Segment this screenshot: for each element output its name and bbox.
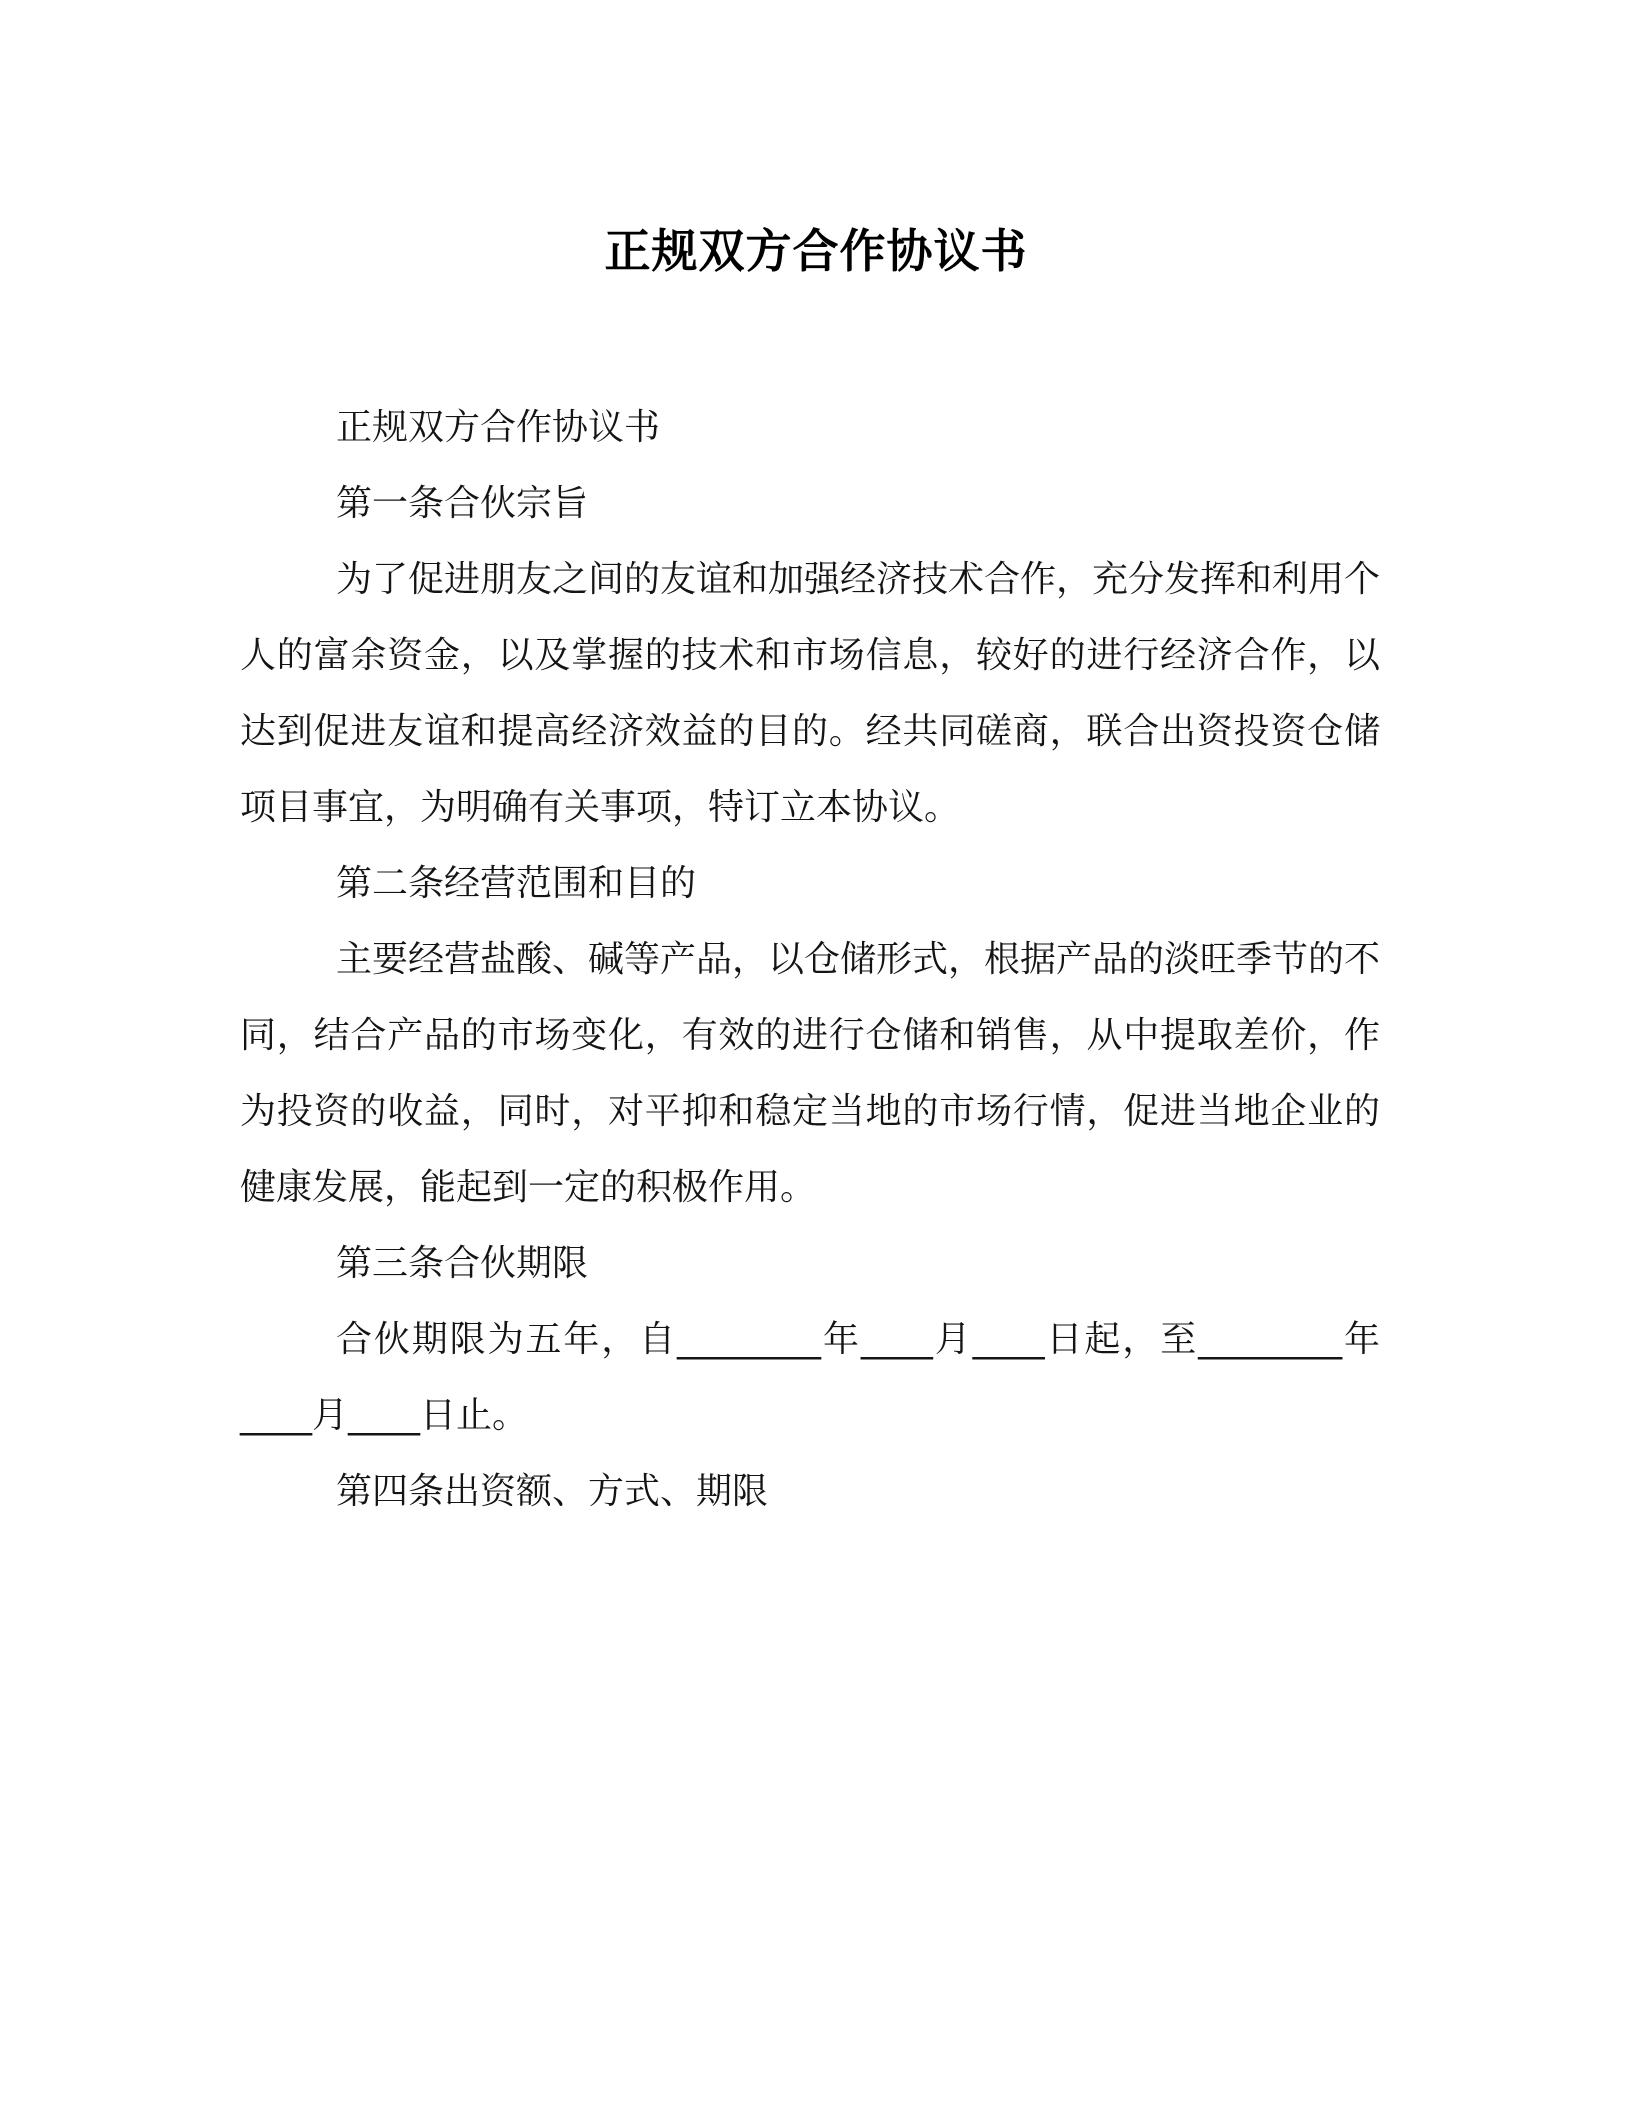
article-3-body: 合伙期限为五年，自________年____月____日起，至________年____月____日止。 bbox=[240, 1319, 1380, 1436]
document-body bbox=[240, 390, 1380, 1530]
article-4-heading: 第四条出资额、方式、期限 bbox=[336, 1471, 769, 1512]
document-subtitle: 正规双方合作协议书 bbox=[336, 407, 661, 448]
document-title: 正规双方合作协议书 bbox=[604, 224, 1028, 278]
article-1-body: 为了促进朋友之间的友谊和加强经济技术合作，充分发挥和利用个人的富余资金，以及掌握的技术和市场信息，较好的进行经济合作，以达到促进友谊和提高经济效益的目的。经共同磋商，联合出资投资仓储项目事宜，为明确有关事项，特订立本协议。 bbox=[240, 559, 1381, 828]
article-2-body: 主要经营盐酸、碱等产品，以仓储形式，根据产品的淡旺季节的不同，结合产品的市场变化，有效的进行仓储和销售，从中提取差价，作为投资的收益，同时，对平抑和稳定当地的市场行情，促进当地企业的健康发展，能起到一定的积极作用。 bbox=[240, 939, 1381, 1208]
article-2-heading: 第二条经营范围和目的 bbox=[336, 863, 697, 904]
article-1-heading: 第一条合伙宗旨 bbox=[336, 483, 589, 524]
article-3-heading: 第三条合伙期限 bbox=[336, 1243, 589, 1284]
